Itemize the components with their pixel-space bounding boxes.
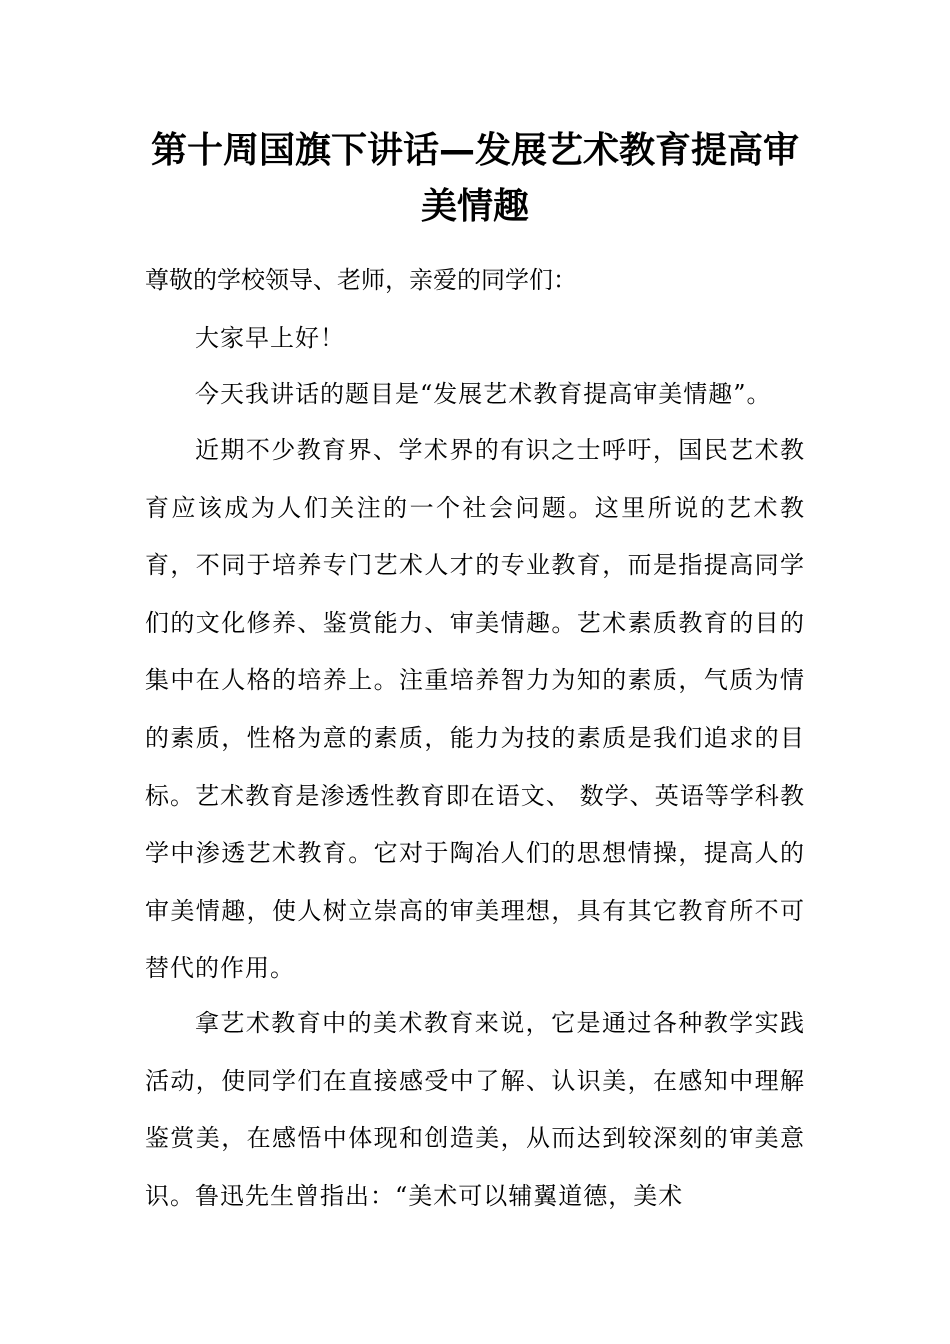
paragraph-fine-arts: 拿艺术教育中的美术教育来说，它是通过各种教学实践活动，使同学们在直接感受中了解、认识美，在感知中理解鉴赏美，在感悟中体现和创造美，从而达到较深刻的审美意识。鲁迅先生曾指出：“美术可以辅翼道德，美术 [145, 1009, 805, 1210]
salutation: 尊敬的学校领导、老师，亲爱的同学们： [145, 266, 577, 294]
document-title-line-1: 第十周国旗下讲话—发展艺术教育提高审 [150, 130, 799, 171]
paragraph-topic: 今天我讲话的题目是“发展艺术教育提高审美情趣”。 [195, 380, 772, 408]
document-title-line-2: 美情趣 [420, 186, 529, 227]
paragraph-greeting: 大家早上好！ [195, 324, 345, 352]
paragraph-art-education: 近期不少教育界、学术界的有识之士呼吁，国民艺术教育应该成为人们关注的一个社会问题。这里所说的艺术教育，不同于培养专门艺术人才的专业教育，而是指提高同学们的文化修养、鉴赏能力、审美情趣。艺术素质教育的目的集中在人格的培养上。注重培养智力为知的素质，气质为情的素质，性格为意的素质，能力为技的素质是我们追求的目标。艺术教育是渗透性教育即在语文、 数学、英语等学科教学中渗透艺术教育。它对于陶冶人们的思想情操，提高人的审美情趣，使人树立崇高的审美理想，具有其它教育所不可替代的作用。 [145, 436, 805, 983]
